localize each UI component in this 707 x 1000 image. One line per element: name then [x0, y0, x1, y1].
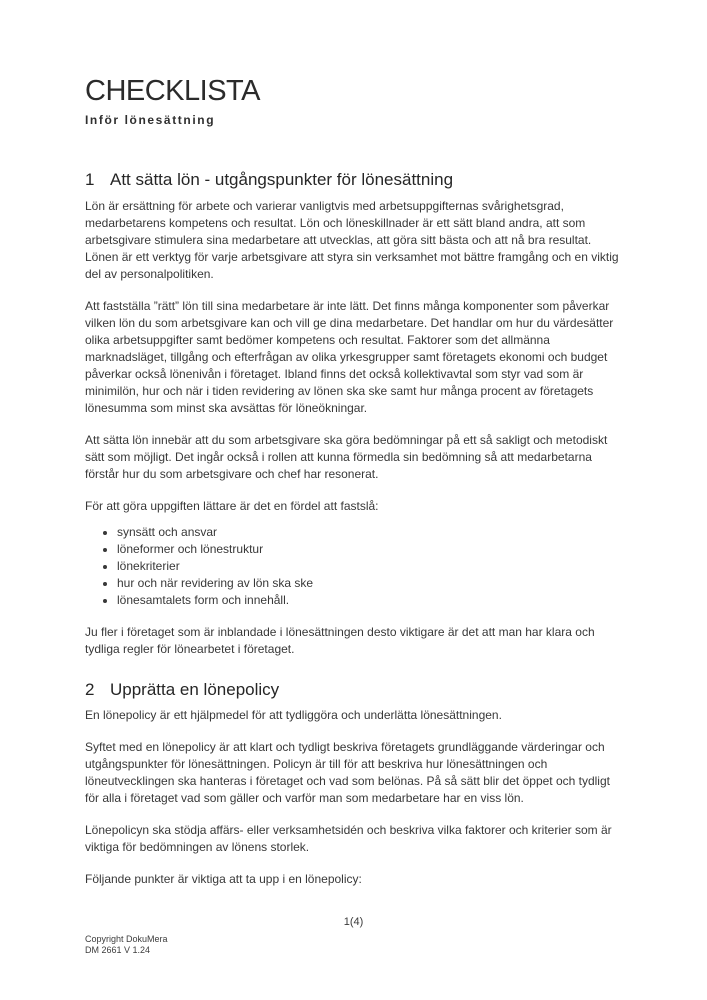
- bullet-item: • hur och när revidering av lön ska ske: [117, 575, 622, 592]
- bullet-item: • lönekriterier: [117, 558, 622, 575]
- footer-copyright: Copyright DokuMera: [85, 934, 168, 944]
- section-2-number: 2: [85, 679, 95, 699]
- section-1-number: 1: [85, 170, 95, 190]
- section-1-paragraph-2: Att fastställa ”rätt” lön till sina medarbetare är inte lätt. Det finns många komponenter som påverkar vilken lön du som arbetsgivare kan och vill ge dina medarbetare. Det handlar om hur du värdesätter olika arbetsuppgifter samt bedömer kompetens och resultat. Faktorer som det allmänna marknadsläget, tillgång och efterfrågan av olika yrkesgrupper samt företagets ekonomi och budget påverkar också lönenivån i företaget. Ibland finns det också kollektivavtal som styr vad som är minimilön, hur och när i tiden revidering av lönen ska ske samt hur många procent av företagets lönesumma som minst ska avsättas för löneökningar.: [85, 298, 614, 415]
- section-1-heading: [85, 170, 622, 190]
- page-subtitle: Inför lönesättning: [85, 113, 216, 128]
- footer: [85, 934, 168, 956]
- page-title: CHECKLISTA: [85, 75, 260, 107]
- footer-doc-id: DM 2661 V 1.24: [85, 945, 151, 955]
- page-number: 1(4): [343, 916, 364, 928]
- section-1-paragraph-4: För att göra uppgiften lättare är det en fördel att fastslå:: [85, 498, 379, 513]
- bullet-item: • löneformer och lönestruktur: [117, 541, 622, 558]
- section-2-paragraph-1: En lönepolicy är ett hjälpmedel för att tydliggöra och underlätta lönesättningen.: [85, 708, 502, 723]
- bullet-list: [85, 524, 622, 609]
- bullet-item: • lönesamtalets form och innehåll.: [117, 592, 622, 609]
- section-1-paragraph-3: Att sätta lön innebär att du som arbetsgivare ska göra bedömningar på ett så sakligt och metodiskt sätt som möjligt. Det ingår också i rollen att kunna förmedla sin bedömning så att medarbetarna förstår hur du som arbetsgivare och chef har resonerat.: [85, 432, 608, 481]
- section-2-paragraph-2: Syftet med en lönepolicy är att klart och tydligt beskriva företagets grundläggande värderingar och utgångspunkter för lönesättningen. Policyn är till för att beskriva hur lönesättningen och löneutvecklingen ska hanteras i företaget och vad som belönas. På så sätt blir det öppet och tydligt för alla i företaget vad som gäller och varför man som medarbetare har en viss lön.: [85, 740, 610, 806]
- section-2-heading-text: Upprätta en lönepolicy: [110, 679, 280, 699]
- section-1-paragraph-5: Ju fler i företaget som är inblandade i lönesättningen desto viktigare är det att man har klara och tydliga regler för lönearbetet i företaget.: [85, 624, 595, 656]
- section-1-heading-text: Att sätta lön - utgångspunkter för lönesättning: [110, 170, 454, 190]
- section-1-paragraph-1: Lön är ersättning för arbete och varierar vanligtvis med arbetsuppgifternas svårighetsgrad, medarbetarens kompetens och resultat. Lön och löneskillnader är ett sätt bland andra, att som arbetsgivare stimulera sina medarbetare att utvecklas, att göra sitt bästa och att nå bra resultat. Lönen är ett verktyg för varje arbetsgivare att styra sin verksamhet mot bättre framgång och en viktig del av personalpolitiken.: [85, 198, 619, 281]
- section-2-heading: [85, 680, 622, 700]
- bullet-item: • synsätt och ansvar: [117, 524, 622, 541]
- document-content: [85, 0, 622, 888]
- section-2-paragraph-4: Följande punkter är viktiga att ta upp i en lönepolicy:: [85, 872, 362, 887]
- section-2-paragraph-3: Lönepolicyn ska stödja affärs- eller verksamhetsidén och beskriva vilka faktorer och kriterier som är viktiga för bedömningen av lönens storlek.: [85, 823, 612, 855]
